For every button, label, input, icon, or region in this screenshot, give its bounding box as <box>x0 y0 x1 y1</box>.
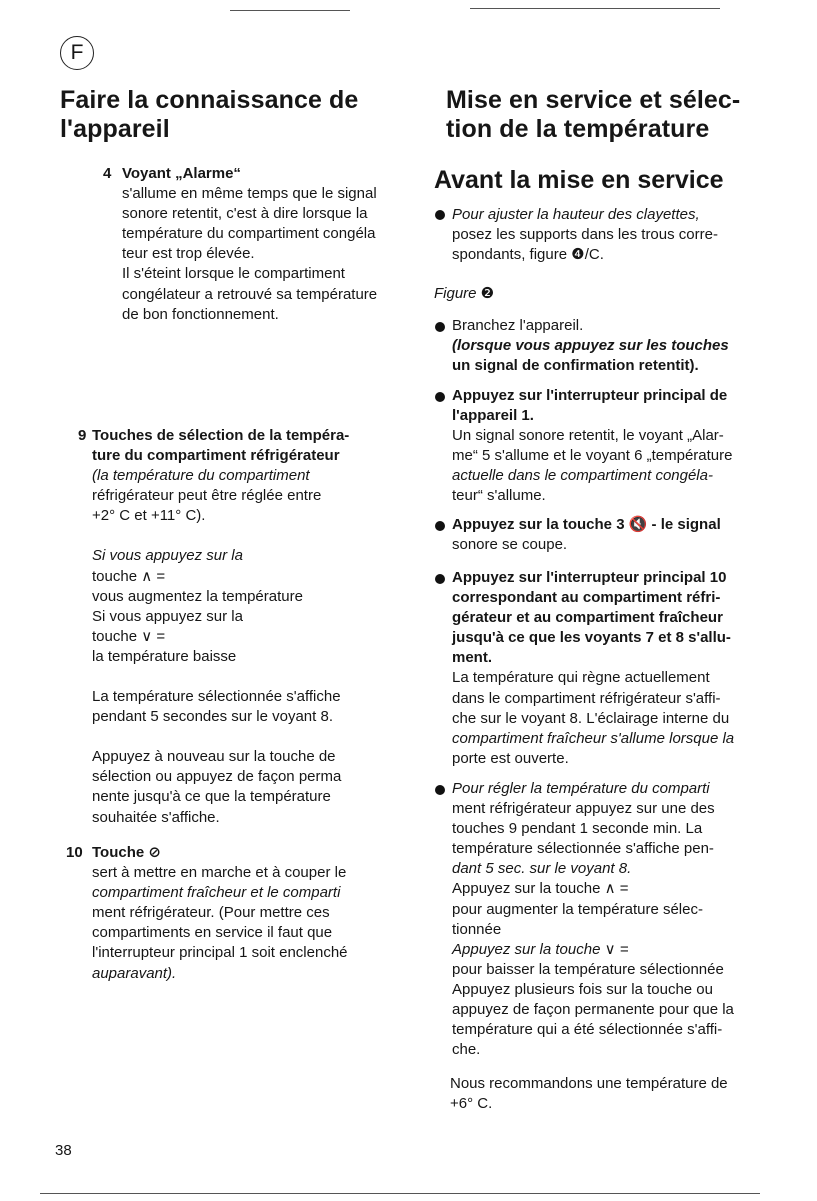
text-line: appuyez de façon permanente pour que la <box>452 1001 734 1019</box>
text-line: La température sélectionnée s'affiche <box>92 688 341 706</box>
text-line: Pour ajuster la hauteur des clayettes, <box>452 206 700 223</box>
bullet-dot <box>435 785 445 795</box>
bullet-dot <box>435 392 445 402</box>
step-plug-in <box>452 316 729 376</box>
text-line: Appuyez à nouveau sur la touche de <box>92 748 336 766</box>
text-line: Appuyez sur la touche 3 🔇 - le signal <box>452 516 721 533</box>
text-line: che sur le voyant 8. L'éclairage interne du <box>452 709 730 727</box>
text-line: souhaitée s'affiche. <box>92 808 220 826</box>
text-line: sonore retentit, c'est à dire lorsque la <box>122 205 368 223</box>
item-number-10: 10 <box>66 844 83 861</box>
text-line: me“ 5 s'allume et le voyant 6 „température <box>452 447 733 465</box>
text-line: porte est ouverte. <box>452 749 569 767</box>
text-line: dans le compartiment réfrigérateur s'affi- <box>452 689 721 707</box>
item-4-title: Voyant „Alarme“ <box>122 165 241 182</box>
step-main-switch <box>452 386 733 507</box>
text-line: ment réfrigérateur. (Pour mettre ces <box>92 904 330 922</box>
scan-edge-mark <box>470 8 720 9</box>
item-10-touche <box>92 843 348 984</box>
item-9-title: ture du compartiment réfrigérateur <box>92 447 340 465</box>
text-line: Si vous appuyez sur la <box>92 607 243 625</box>
text-line: Il s'éteint lorsque le compartiment <box>122 265 345 283</box>
text-line: (lorsque vous appuyez sur les touches <box>452 337 729 355</box>
text-line: auparavant). <box>92 964 177 982</box>
scan-edge-mark <box>40 1193 760 1194</box>
text-line: Nous recommandons une température de <box>450 1075 728 1092</box>
text-line: dant 5 sec. sur le voyant 8. <box>452 860 632 878</box>
text-line: jusqu'à ce que les voyants 7 et 8 s'allu- <box>452 629 731 647</box>
text-line: touches 9 pendant 1 seconde min. La <box>452 820 703 838</box>
text-line: La température qui règne actuellement <box>452 669 710 687</box>
text-line: vous augmentez la température <box>92 587 303 605</box>
language-badge: F <box>60 36 94 70</box>
item-number-9: 9 <box>78 427 87 444</box>
text-line: che. <box>452 1041 481 1059</box>
right-section-title <box>446 86 740 144</box>
text-line: ment réfrigérateur appuyez sur une des <box>452 800 715 818</box>
text-line: compartiment fraîcheur s'allume lorsque la <box>452 729 735 747</box>
text-line: Appuyez sur l'interrupteur principal de <box>452 387 728 404</box>
text-line: nente jusqu'à ce que la température <box>92 788 331 806</box>
text-line: spondants, figure ❹/C. <box>452 246 604 264</box>
text-line: Un signal sonore retentit, le voyant „Alar- <box>452 427 724 445</box>
subsection-title: Avant la mise en service <box>434 166 724 194</box>
figure-label: Figure ❷ <box>434 285 495 302</box>
left-title-line: l'appareil <box>60 115 170 143</box>
text-line: pour baisser la température sélectionnée <box>452 960 724 978</box>
text-line: Si vous appuyez sur la <box>92 547 243 565</box>
text-line: de bon fonctionnement. <box>122 305 279 323</box>
text-line: Branchez l'appareil. <box>452 317 584 334</box>
text-line: touche ∨ = <box>92 627 166 645</box>
bullet-dot <box>435 521 445 531</box>
text-line: sélection ou appuyez de façon perma <box>92 768 342 786</box>
text-line: Appuyez sur la touche ∨ = <box>452 940 629 958</box>
text-line: +2° C et +11° C). <box>92 507 206 525</box>
recommendation <box>450 1074 728 1114</box>
text-line: température du compartiment congéla <box>122 225 376 243</box>
text-line: (la température du compartiment <box>92 467 310 485</box>
text-line: la température baisse <box>92 647 237 665</box>
text-line: température sélectionnée s'affiche pen- <box>452 840 714 858</box>
text-line: ment. <box>452 649 493 667</box>
text-line: s'allume en même temps que le signal <box>122 185 377 203</box>
text-line: teur est trop élevée. <box>122 245 255 263</box>
left-title-line: Faire la connaissance de <box>60 86 359 114</box>
bullet-dot <box>435 210 445 220</box>
text-line: l'interrupteur principal 1 soit enclenché <box>92 944 348 962</box>
left-section-title <box>60 86 358 144</box>
text-line: l'appareil 1. <box>452 407 534 425</box>
step-alarm-button <box>452 515 721 555</box>
text-line: +6° C. <box>450 1095 493 1113</box>
scan-edge-mark <box>230 10 350 11</box>
step-set-temperature <box>452 779 734 1060</box>
text-line: pour augmenter la température sélec- <box>452 900 703 918</box>
text-line: correspondant au compartiment réfri- <box>452 589 721 607</box>
text-line: Pour régler la température du comparti <box>452 780 710 797</box>
step-adjust-shelves <box>452 205 718 265</box>
text-line: touche ∧ = <box>92 567 166 585</box>
text-line: gérateur et au compartiment fraîcheur <box>452 609 723 627</box>
step-fridge-switch <box>452 568 734 769</box>
text-line: température qui a été sélectionnée s'affi- <box>452 1021 723 1039</box>
right-title-line: tion de la température <box>446 115 710 143</box>
text-line: Appuyez plusieurs fois sur la touche ou <box>452 980 713 998</box>
text-line: sonore se coupe. <box>452 536 568 554</box>
text-line: compartiment fraîcheur et le comparti <box>92 884 341 902</box>
subsection-heading <box>434 166 724 194</box>
item-10-title: Touche ⊘ <box>92 844 161 861</box>
text-line: tionnée <box>452 920 502 938</box>
text-line: actuelle dans le compartiment congéla- <box>452 467 713 485</box>
blank-line <box>92 667 349 687</box>
item-9-touches-selection <box>92 426 349 828</box>
blank-line <box>92 727 349 747</box>
text-line: Appuyez sur l'interrupteur principal 10 <box>452 569 727 586</box>
text-line: pendant 5 secondes sur le voyant 8. <box>92 708 333 726</box>
text-line: compartiments en service il faut que <box>92 924 333 942</box>
text-line: teur“ s'allume. <box>452 487 546 505</box>
text-line: un signal de confirmation retentit). <box>452 357 699 375</box>
item-number-4: 4 <box>103 165 112 182</box>
text-line: réfrigérateur peut être réglée entre <box>92 487 322 505</box>
page-number: 38 <box>55 1142 72 1159</box>
text-line: sert à mettre en marche et à couper le <box>92 864 347 882</box>
text-line: Appuyez sur la touche ∧ = <box>452 880 629 898</box>
text-line: congélateur a retrouvé sa température <box>122 285 378 303</box>
bullet-dot <box>435 322 445 332</box>
right-title-line: Mise en service et sélec- <box>446 86 741 114</box>
item-9-title: Touches de sélection de la tempéra- <box>92 427 350 444</box>
blank-line <box>92 526 349 546</box>
item-4-voyant-alarme <box>122 164 377 325</box>
bullet-dot <box>435 574 445 584</box>
text-line: posez les supports dans les trous corre- <box>452 226 718 244</box>
